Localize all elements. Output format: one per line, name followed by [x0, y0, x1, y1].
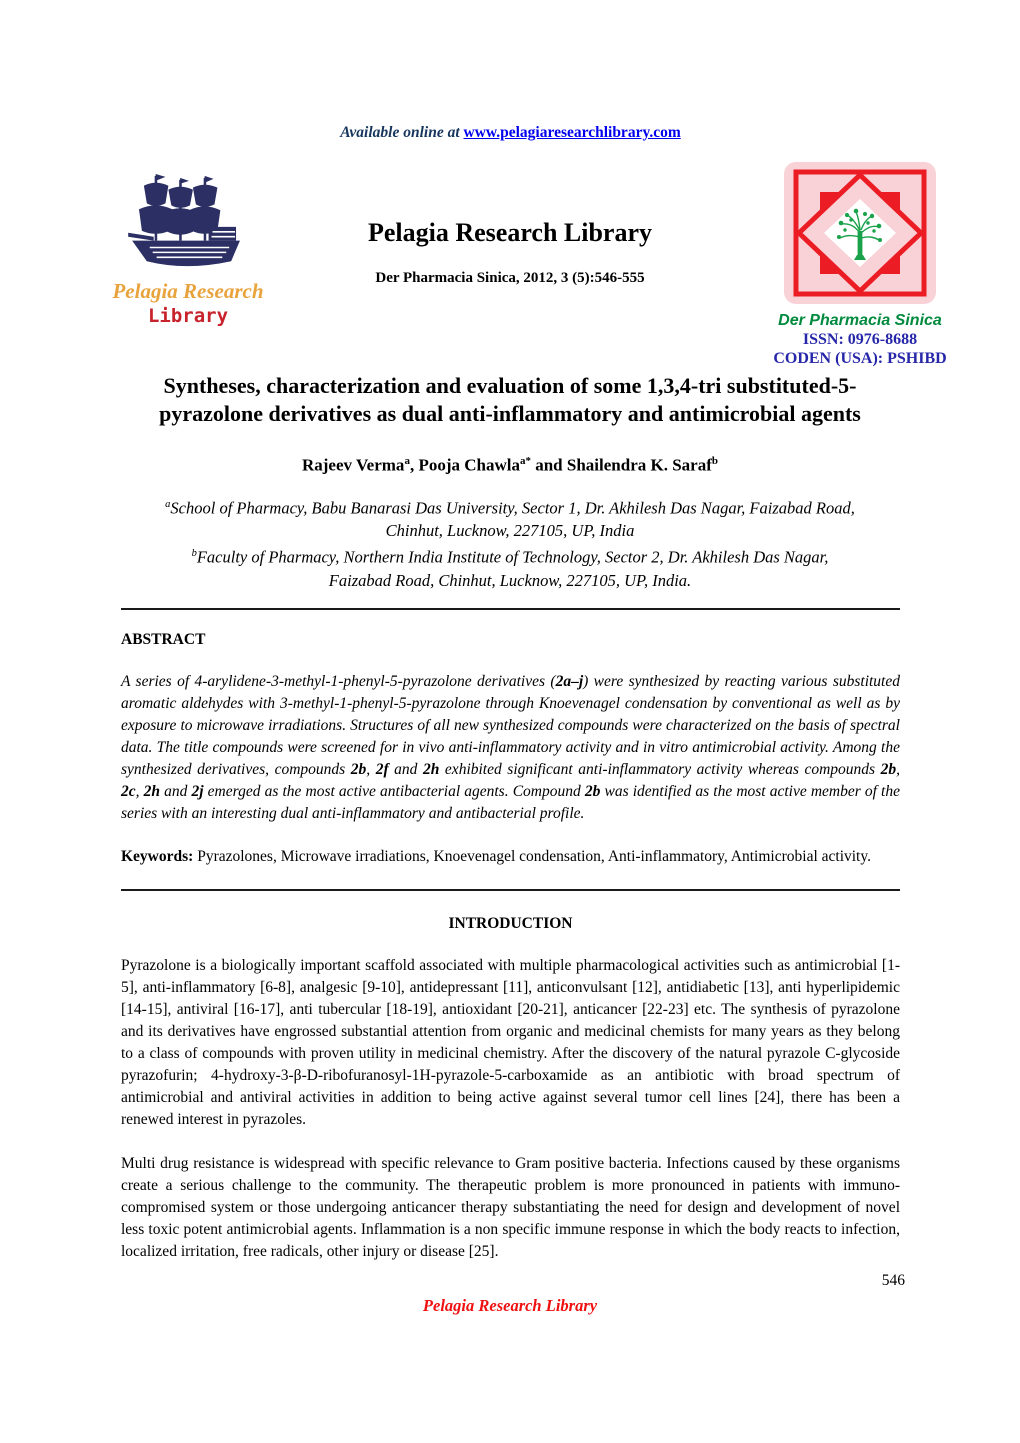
paper-title	[0, 372, 1020, 428]
paper-body	[121, 608, 900, 1263]
author-2-affiliation-mark: a*	[519, 455, 531, 467]
author-3: Shailendra K. Saraf	[566, 455, 712, 475]
masthead-center-block	[320, 218, 700, 287]
affiliation-b-text: Faculty of Pharmacy, Northern India Institute of Technology, Sector 2, Dr. Akhilesh Das Nagar, Faizabad Road, Chinhut, Lucknow, 227105, UP, India.	[196, 547, 833, 590]
paper-title-line1: Syntheses, characterization and evaluation of some 1,3,4-tri substituted-5-	[163, 373, 857, 398]
journal-issn: ISSN: 0976-8688	[802, 331, 918, 348]
author-separator: and	[530, 455, 567, 475]
journal-logo-icon	[784, 162, 936, 304]
affiliations	[0, 493, 1020, 592]
abstract-heading: ABSTRACT	[121, 631, 206, 648]
introduction-heading: INTRODUCTION	[448, 915, 573, 932]
separator-line-top	[121, 608, 900, 610]
affiliation-a-mark: a	[165, 498, 171, 510]
ship-logo-icon	[108, 172, 268, 272]
library-name-heading: Pelagia Research Library	[367, 218, 653, 247]
affiliation-b	[165, 542, 855, 592]
author-1: Rajeev Verma	[301, 455, 405, 475]
journal-coden: CODEN (USA): PSHIBD	[773, 350, 947, 367]
available-online-line	[121, 124, 900, 142]
brand-name-line2: Library	[147, 305, 229, 327]
affiliation-a-text: School of Pharmacy, Babu Banarasi Das University, Sector 1, Dr. Akhilesh Das Nagar, Faizabad Road, Chinhut, Lucknow, 227105, UP, India	[170, 498, 859, 541]
paper-title-line2: pyrazolone derivatives as dual anti-inflammatory and antimicrobial agents	[159, 401, 861, 426]
publisher-url-link[interactable]: www.pelagiaresearchlibrary.com	[463, 124, 681, 141]
author-1-affiliation-mark: a	[404, 455, 410, 467]
author-2: Pooja Chawla	[418, 455, 520, 475]
keywords-text: Pyrazolones, Microwave irradiations, Knoevenagel condensation, Anti-inflammatory, Antimicrobial activity.	[193, 848, 871, 865]
author-3-affiliation-mark: b	[711, 455, 719, 467]
affiliation-a	[165, 493, 859, 543]
footer-brand: Pelagia Research Library	[422, 1296, 598, 1315]
introduction-paragraph-2: Multi drug resistance is widespread with specific relevance to Gram positive bacteria. Infections caused by these organisms create a serious challenge to the community. The therapeutic problem is more pronounced in patients with immuno-compromised system or those undergoing anticancer therapy substantiating the need for design and development of novel less toxic potent antimicrobial agents. Inflammation is a non specific immune response in which the body reacts to infection, localized irritation, free radicals, other injury or disease [25].	[121, 1155, 900, 1260]
article-head	[0, 372, 1020, 592]
publisher-brand-block	[92, 172, 284, 327]
masthead-row	[0, 160, 1020, 372]
journal-name-caption: Der Pharmacia Sinica	[778, 312, 942, 329]
journal-logo-block	[735, 162, 985, 368]
journal-citation: Der Pharmacia Sinica, 2012, 3 (5):546-555	[375, 270, 645, 286]
keywords-line	[121, 846, 900, 868]
abstract-text: A series of 4-arylidene-3-methyl-1-phenyl-5-pyrazolone derivatives (2a–j) were synthesized by reacting various substituted aromatic aldehydes with 3-methyl-1-phenyl-5-pyrazolone through Knoevenagel condensation by conventional as well as by exposure to microwave irradiations. Structures of all new synthesized compounds were characterized on the basis of spectral data. The title compounds were screened for in vivo anti-inflammatory activity and in vitro antimicrobial activity. Among the synthesized derivatives, compounds 2b, 2f and 2h exhibited significant anti-inflammatory activity whereas compounds 2b, 2c, 2h and 2j emerged as the most active antibacterial agents. Compound 2b was identified as the most active member of the series with an interesting dual anti-inflammatory and antibacterial profile.	[121, 673, 901, 822]
available-online-label: Available online at	[340, 124, 464, 141]
author-separator: ,	[409, 455, 419, 475]
authors-line	[0, 455, 1020, 476]
page-number: 546	[881, 1272, 905, 1289]
keywords-label: Keywords:	[121, 848, 194, 865]
page-content	[121, 0, 900, 142]
separator-line-bottom	[121, 889, 900, 891]
introduction-paragraph-1: Pyrazolone is a biologically important scaffold associated with multiple pharmacological activities such as antimicrobial [1-5], anti-inflammatory [6-8], analgesic [9-10], antidepressant [11], anticonvulsant [12], antidiabetic [13], anti hyperlipidemic [14-15], antiviral [16-17], anti tubercular [18-19], antioxidant [20-21], anticancer [22-23] etc. The synthesis of pyrazolone and its derivatives have engrossed substantial attention from organic and medicinal chemists for many years as they belong to a class of compounds with proven utility in medicinal chemistry. After the discovery of the natural pyrazole C-glycoside pyrazofurin; 4-hydroxy-3-β-D-ribofuranosyl-1H-pyrazole-5-carboxamide as an antibiotic with broad spectrum of antimicrobial and antiviral activities in addition to being active against several tumor cell lines [24], there has been a renewed interest in pyrazoles.	[121, 957, 900, 1128]
brand-name-line1: Pelagia Research	[112, 279, 264, 303]
affiliation-b-mark: b	[191, 548, 197, 560]
